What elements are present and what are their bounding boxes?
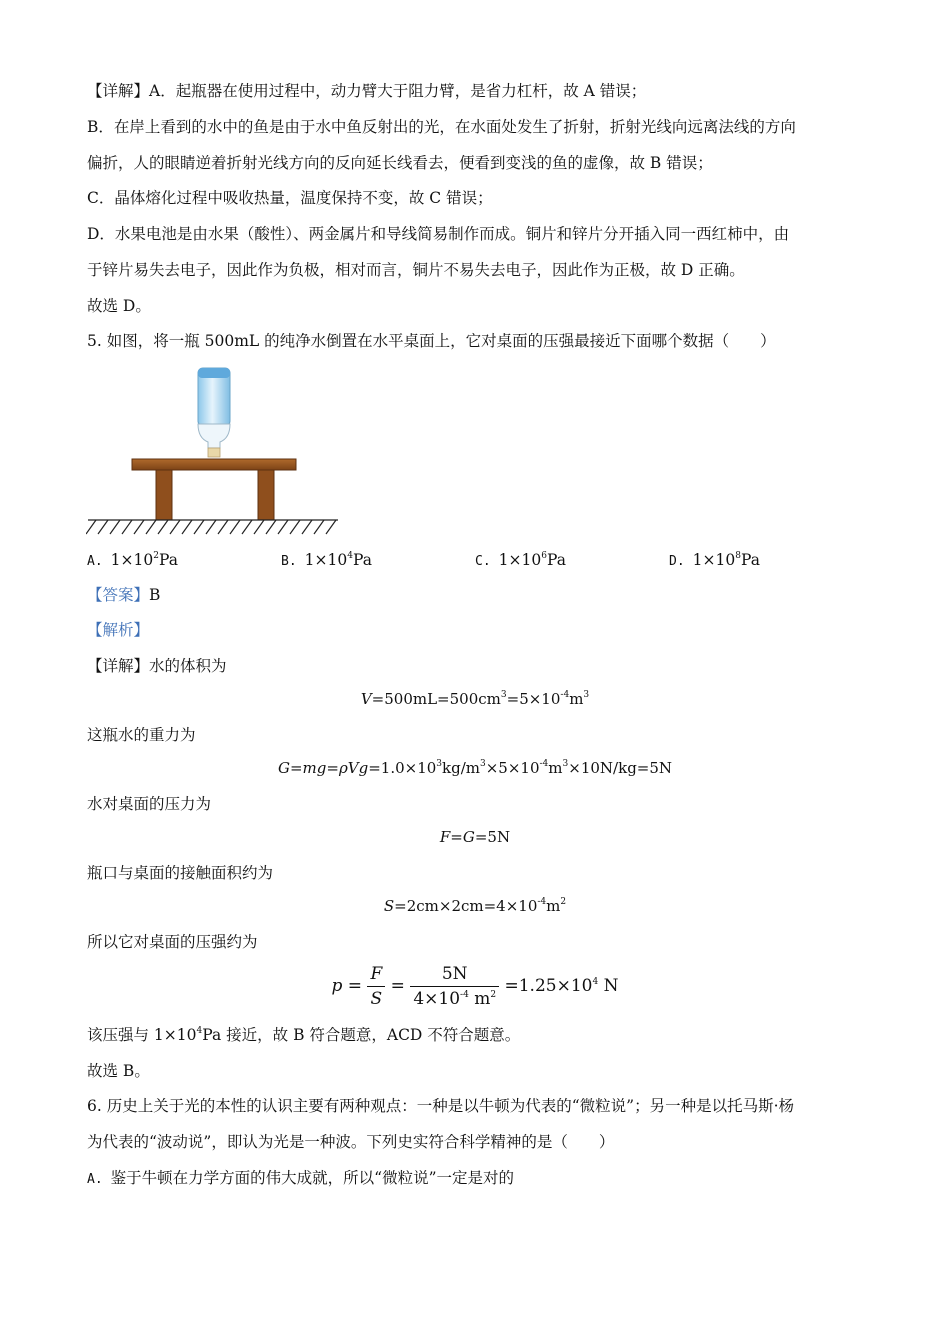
- prev-detail-b-line1: B．在岸上看到的水中的鱼是由于水中鱼反射出的光，在水面处发生了折射，折射光线向远离法线的方向: [87, 118, 796, 136]
- q5-conclusion: 故选 B。: [87, 1062, 150, 1080]
- eq-pressure: p = $\frac{F}{S}$ = $\frac{5N}{4\times 10^{-4} m^2}$ $=1.25\times 10^4$ N: [331, 964, 619, 1009]
- eq-area: $S=2cm\times 2cm=4\times 10^{-4}m^2$: [383, 897, 567, 915]
- compare-text: 该压强与 $1\times 10^4Pa$ 接近，故 B 符合题意，ACD 不符合题意。: [87, 1026, 521, 1044]
- q5-option-a[interactable]: A. $1\times 10^2Pa$: [87, 551, 178, 569]
- prev-detail-d-line2: 于锌片易失去电子，因此作为负极，相对而言，铜片不易失去电子，因此作为正极，故 D 正确。: [87, 261, 745, 279]
- water-bottle: [198, 368, 230, 457]
- q6-stem-line1: 6. 历史上关于光的本性的认识主要有两种观点：一种是以牛顿为代表的“微粒说”；另一种是以托马斯·杨: [87, 1097, 794, 1115]
- prev-detail-c: C．晶体熔化过程中吸收热量，温度保持不变，故 C 错误；: [87, 189, 493, 207]
- eq-force: F=G=5N: [439, 828, 511, 846]
- pressure-text: 所以它对桌面的压强约为: [87, 933, 258, 951]
- prev-detail-d-line1: D．水果电池是由水果（酸性）、两金属片和导线简易制作而成。铜片和锌片分开插入同一西红柿中，由: [87, 225, 790, 243]
- force-text: 水对桌面的压力为: [87, 795, 212, 813]
- q6-stem-line2: 为代表的“波动说”，即认为光是一种波。下列史实符合科学精神的是（ ）: [87, 1133, 615, 1151]
- q5-option-c[interactable]: C. $1\times 10^6Pa$: [475, 551, 566, 569]
- gravity-text: 这瓶水的重力为: [87, 726, 196, 744]
- prev-detail-b-line2: 偏折，人的眼睛逆着折射光线方向的反向延长线看去，便看到变浅的鱼的虚像，故 B 错误；: [87, 154, 713, 172]
- bottle-table-figure: [86, 362, 342, 538]
- q5-option-d[interactable]: D. $1\times 10^8Pa$: [669, 551, 760, 569]
- table: [132, 459, 296, 520]
- eq-volume: $V=500mL=500cm^3=5\times 10^{-4}m^3$: [360, 690, 590, 708]
- ground: [86, 520, 338, 534]
- q5-analysis-tag: 【解析】: [87, 621, 150, 639]
- q5-answer: 【答案】B: [87, 586, 161, 604]
- q5-detail-intro: 【详解】水的体积为: [87, 657, 227, 675]
- area-text: 瓶口与桌面的接触面积约为: [87, 864, 274, 882]
- prev-conclusion: 故选 D。: [87, 297, 151, 315]
- q5-stem: 5. 如图，将一瓶 500mL 的纯净水倒置在水平桌面上，它对桌面的压强最接近下面哪个数据（ ）: [87, 332, 776, 350]
- q6-option-a[interactable]: A. 鉴于牛顿在力学方面的伟大成就，所以“微粒说”一定是对的: [87, 1169, 515, 1187]
- eq-gravity: $G=mg=\rho Vg=1.0\times 10^3kg/m^3\times 5\times 10^{-4}m^3\times 10N/kg=5N$: [277, 759, 673, 777]
- prev-detail-a: 【详解】A．起瓶器在使用过程中，动力臂大于阻力臂，是省力杠杆，故 A 错误；: [87, 82, 647, 100]
- q5-option-b[interactable]: B. $1\times 10^4Pa$: [281, 551, 372, 569]
